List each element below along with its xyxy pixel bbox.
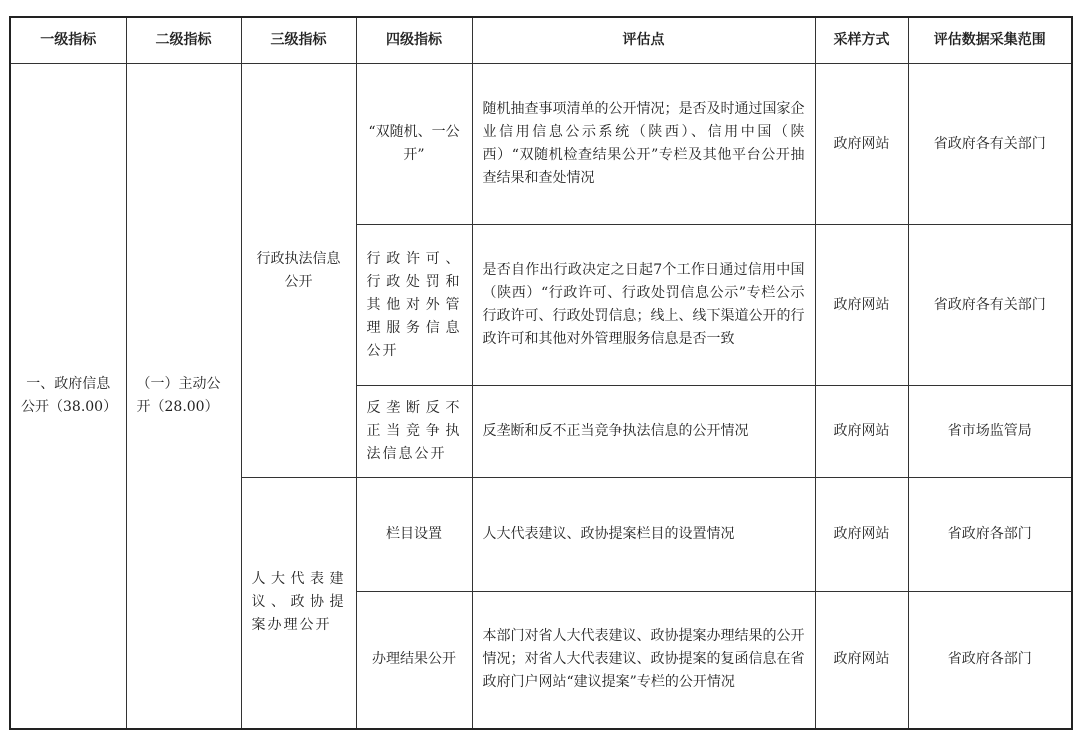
header-level1: 一级指标 xyxy=(10,17,126,64)
sampling-method-cell: 政府网站 xyxy=(815,478,908,592)
header-row xyxy=(10,17,1072,64)
sampling-method-cell: 政府网站 xyxy=(815,225,908,386)
header-level2: 二级指标 xyxy=(126,17,241,64)
data-scope-cell: 省市场监管局 xyxy=(908,386,1072,478)
indicator-table xyxy=(9,16,1073,730)
level4-cell: 办理结果公开 xyxy=(356,592,472,729)
data-scope-cell: 省政府各有关部门 xyxy=(908,64,1072,225)
assessment-point-cell: 反垄断和反不正当竞争执法信息的公开情况 xyxy=(472,386,815,478)
assessment-point-cell: 随机抽查事项清单的公开情况；是否及时通过国家企业信用信息公示系统（陕西）、信用中国（陕西）“双随机检查结果公开”专栏及其他平台公开抽查结果和查处情况 xyxy=(472,64,815,225)
header-assessment-point: 评估点 xyxy=(472,17,815,64)
level4-cell: 反垄断反不正当竞争执法信息公开 xyxy=(356,386,472,478)
assessment-point-cell: 是否自作出行政决定之日起7个工作日通过信用中国（陕西）“行政许可、行政处罚信息公示”专栏公示行政许可、行政处罚信息；线上、线下渠道公开的行政许可和其他对外管理服务信息是否一致 xyxy=(472,225,815,386)
assessment-point-cell: 本部门对省人大代表建议、政协提案办理结果的公开情况；对省人大代表建议、政协提案的复函信息在省政府门户网站“建议提案”专栏的公开情况 xyxy=(472,592,815,729)
data-scope-cell: 省政府各部门 xyxy=(908,478,1072,592)
level1-cell: 一、政府信息公开（38.00） xyxy=(10,64,126,729)
data-scope-cell: 省政府各部门 xyxy=(908,592,1072,729)
assessment-point-cell: 人大代表建议、政协提案栏目的设置情况 xyxy=(472,478,815,592)
sampling-method-cell: 政府网站 xyxy=(815,64,908,225)
header-level4: 四级指标 xyxy=(356,17,472,64)
level3-cell: 行政执法信息公开 xyxy=(241,64,356,478)
sampling-method-cell: 政府网站 xyxy=(815,592,908,729)
table-row xyxy=(10,64,1072,225)
header-sampling-method: 采样方式 xyxy=(815,17,908,64)
level3-cell: 人大代表建议、政协提案办理公开 xyxy=(241,478,356,729)
indicator-table-wrapper xyxy=(9,16,1071,730)
data-scope-cell: 省政府各有关部门 xyxy=(908,225,1072,386)
header-data-scope: 评估数据采集范围 xyxy=(908,17,1072,64)
level4-cell: “双随机、一公开” xyxy=(356,64,472,225)
level4-cell: 行政许可、行政处罚和其他对外管理服务信息公开 xyxy=(356,225,472,386)
level2-cell: （一）主动公开（28.00） xyxy=(126,64,241,729)
header-level3: 三级指标 xyxy=(241,17,356,64)
sampling-method-cell: 政府网站 xyxy=(815,386,908,478)
level4-cell: 栏目设置 xyxy=(356,478,472,592)
